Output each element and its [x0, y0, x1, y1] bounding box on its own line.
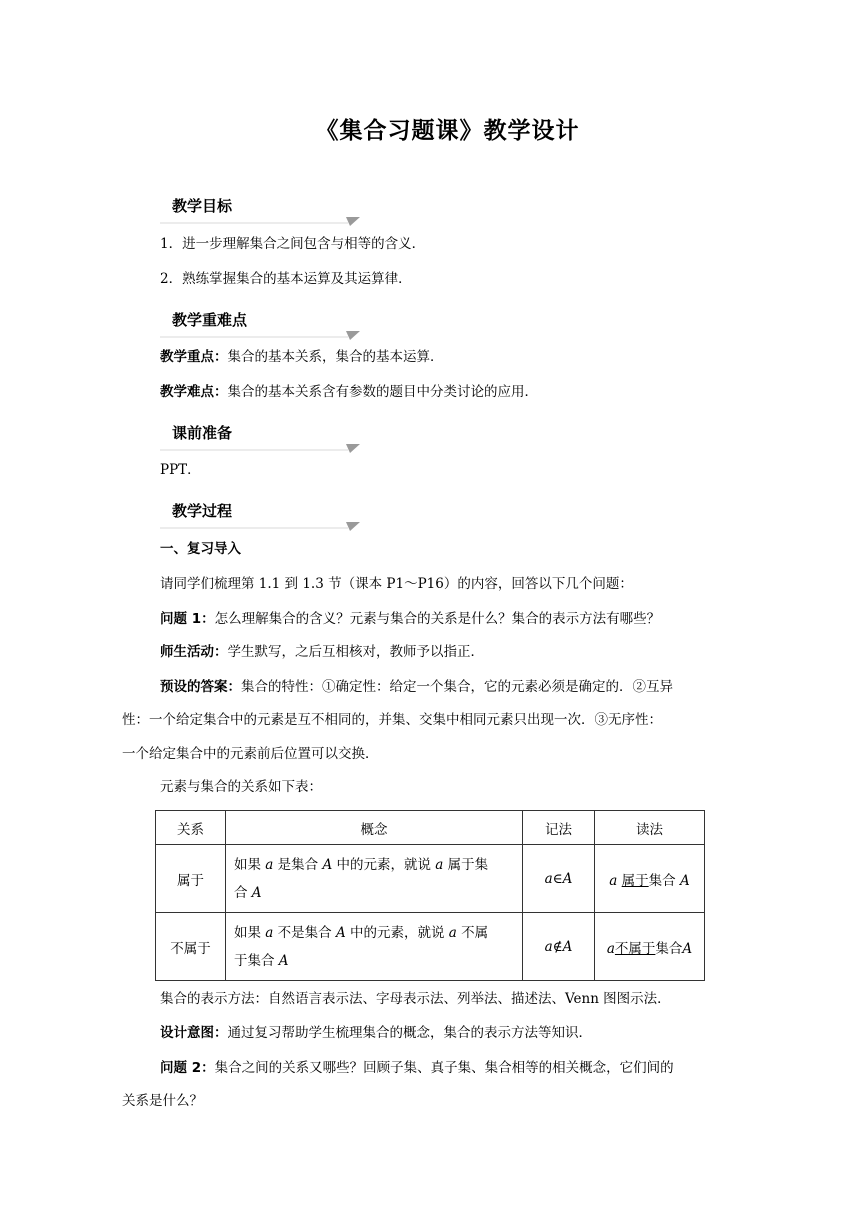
concept-cell: 如果 a 是集合 A 中的元素，就说 a 属于集 合 A — [226, 845, 523, 913]
activity-label: 师生活动： — [160, 644, 228, 660]
activity-line — [160, 642, 484, 662]
prep-text: PPT． — [160, 462, 201, 478]
table-header-cell: 记法 — [523, 811, 595, 845]
part1-heading: 一、复习导入 — [160, 541, 241, 557]
section-divider — [160, 520, 360, 532]
table-header-cell: 读法 — [595, 811, 705, 845]
answer-text: 集合的特性：①确定性：给定一个集合，它的元素必须是确定的．②互异 — [241, 679, 673, 695]
question-2 — [160, 1058, 674, 1078]
notation-cell: a∈A — [523, 845, 595, 913]
section-title: 课前准备 — [172, 424, 233, 442]
concept-cell: 如果 a 不是集合 A 中的元素，就说 a 不属 于集合 A — [226, 913, 523, 981]
focus-line — [160, 347, 444, 367]
table-header-row — [156, 811, 705, 845]
question-1 — [160, 609, 660, 629]
section-title: 教学重难点 — [172, 311, 248, 329]
table-header-cell: 概念 — [226, 811, 523, 845]
question-label: 问题 2： — [160, 1060, 215, 1076]
answer-line: 一个给定集合中的元素前后位置可以交换． — [122, 746, 379, 762]
section-header-prep — [160, 422, 360, 452]
section-header-process — [160, 500, 360, 530]
design-intent — [160, 1023, 592, 1043]
table-header-cell: 关系 — [156, 811, 226, 845]
relation-table — [155, 810, 705, 981]
difficulty-line — [160, 382, 538, 402]
answer-label: 预设的答案： — [160, 679, 241, 695]
question-label: 问题 1： — [160, 611, 215, 627]
relation-cell: 不属于 — [156, 913, 226, 981]
goal-item: 2．熟练掌握集合的基本运算及其运算律． — [160, 271, 412, 287]
intro-text: 请同学们梳理第 1.1 到 1.3 节（课本 P1～P16）的内容，回答以下几个问题： — [160, 576, 633, 592]
relation-cell: 属于 — [156, 845, 226, 913]
reading-cell: a 属于集合 A — [595, 845, 705, 913]
reading-cell: a不属于集合A — [595, 913, 705, 981]
notation-cell: a∉A — [523, 913, 595, 981]
difficulty-label: 教学难点： — [160, 384, 228, 400]
answer-line: 性：一个给定集合中的元素是互不相同的，并集、交集中相同元素只出现一次．③无序性： — [122, 712, 662, 728]
section-title: 教学目标 — [172, 197, 233, 215]
goal-item: 1．进一步理解集合之间包含与相等的含义． — [160, 236, 426, 252]
focus-text: 集合的基本关系，集合的基本运算． — [227, 349, 444, 365]
table-row — [156, 845, 705, 913]
section-divider — [160, 442, 360, 454]
section-header-goals — [160, 195, 360, 225]
table-intro: 元素与集合的关系如下表： — [160, 779, 322, 795]
page-title: 《集合习题课》教学设计 — [315, 118, 580, 144]
question-2-cont: 关系是什么？ — [122, 1093, 203, 1109]
question-text: 集合之间的关系又哪些？回顾子集、真子集、集合相等的相关概念，它们间的 — [214, 1060, 674, 1076]
activity-text: 学生默写，之后互相核对，教师予以指正． — [227, 644, 484, 660]
focus-label: 教学重点： — [160, 349, 228, 365]
design-label: 设计意图： — [160, 1025, 228, 1041]
question-text: 怎么理解集合的含义？元素与集合的关系是什么？集合的表示方法有哪些？ — [214, 611, 661, 627]
answer-line — [160, 677, 673, 697]
design-text: 通过复习帮助学生梳理集合的概念，集合的表示方法等知识． — [227, 1025, 592, 1041]
representation-text: 集合的表示方法：自然语言表示法、字母表示法、列举法、描述法、Venn 图图示法． — [160, 991, 671, 1007]
difficulty-text: 集合的基本关系含有参数的题目中分类讨论的应用． — [227, 384, 538, 400]
section-title: 教学过程 — [172, 502, 233, 520]
section-divider — [160, 329, 360, 341]
section-header-keys — [160, 309, 360, 339]
table-row — [156, 913, 705, 981]
section-divider — [160, 215, 360, 227]
